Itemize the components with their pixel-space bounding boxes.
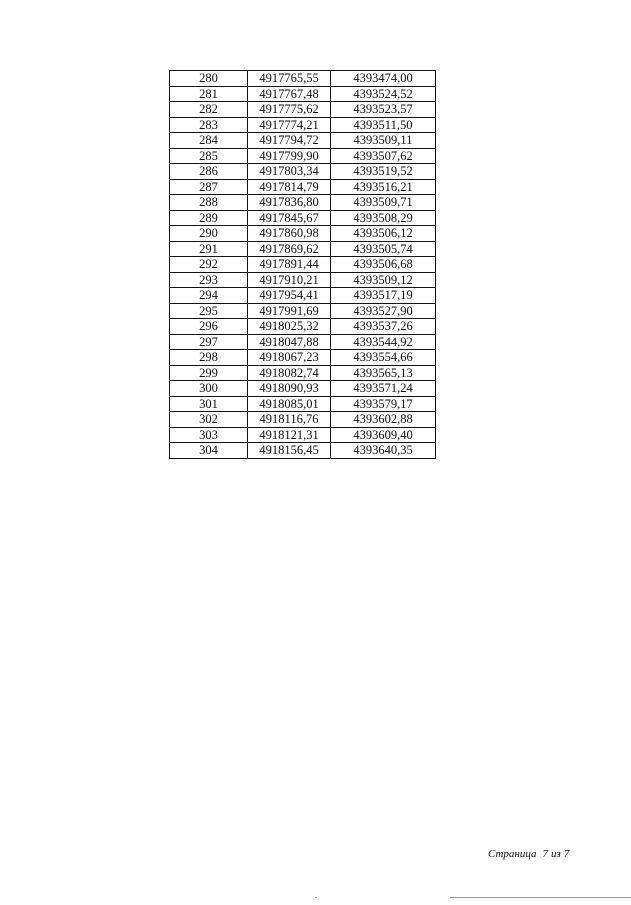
table-row <box>170 303 436 319</box>
point-number-cell: 293 <box>170 272 248 288</box>
x-coordinate-cell: 4918116,76 <box>248 412 331 428</box>
table-row <box>170 210 436 226</box>
x-coordinate-cell: 4917869,62 <box>248 241 331 257</box>
table-row <box>170 148 436 164</box>
table-row <box>170 71 436 87</box>
x-coordinate-cell: 4917910,21 <box>248 272 331 288</box>
table-row <box>170 319 436 335</box>
x-coordinate-cell: 4917803,34 <box>248 164 331 180</box>
page-of-word: из <box>551 848 561 860</box>
y-coordinate-cell: 4393602,88 <box>331 412 436 428</box>
y-coordinate-cell: 4393554,66 <box>331 350 436 366</box>
table-row <box>170 179 436 195</box>
point-number-cell: 292 <box>170 257 248 273</box>
table-row <box>170 427 436 443</box>
y-coordinate-cell: 4393523,57 <box>331 102 436 118</box>
point-number-cell: 301 <box>170 396 248 412</box>
table-row <box>170 381 436 397</box>
point-number-cell: 287 <box>170 179 248 195</box>
point-number-cell: 304 <box>170 443 248 459</box>
y-coordinate-cell: 4393506,68 <box>331 257 436 273</box>
table-row <box>170 226 436 242</box>
x-coordinate-cell: 4917814,79 <box>248 179 331 195</box>
point-number-cell: 302 <box>170 412 248 428</box>
x-coordinate-cell: 4918067,23 <box>248 350 331 366</box>
point-number-cell: 282 <box>170 102 248 118</box>
table-row <box>170 412 436 428</box>
y-coordinate-cell: 4393565,13 <box>331 365 436 381</box>
y-coordinate-cell: 4393508,29 <box>331 210 436 226</box>
page-total: 7 <box>563 848 570 860</box>
y-coordinate-cell: 4393507,62 <box>331 148 436 164</box>
x-coordinate-cell: 4917774,21 <box>248 117 331 133</box>
y-coordinate-cell: 4393511,50 <box>331 117 436 133</box>
y-coordinate-cell: 4393537,26 <box>331 319 436 335</box>
point-number-cell: 290 <box>170 226 248 242</box>
y-coordinate-cell: 4393516,21 <box>331 179 436 195</box>
y-coordinate-cell: 4393571,24 <box>331 381 436 397</box>
x-coordinate-cell: 4917765,55 <box>248 71 331 87</box>
y-coordinate-cell: 4393509,12 <box>331 272 436 288</box>
x-coordinate-cell: 4917954,41 <box>248 288 331 304</box>
table-row <box>170 257 436 273</box>
table-row <box>170 272 436 288</box>
scan-speck <box>315 897 317 898</box>
x-coordinate-cell: 4917794,72 <box>248 133 331 149</box>
y-coordinate-cell: 4393544,92 <box>331 334 436 350</box>
y-coordinate-cell: 4393506,12 <box>331 226 436 242</box>
y-coordinate-cell: 4393509,11 <box>331 133 436 149</box>
point-number-cell: 294 <box>170 288 248 304</box>
y-coordinate-cell: 4393524,52 <box>331 86 436 102</box>
y-coordinate-cell: 4393519,52 <box>331 164 436 180</box>
coordinates-table-body <box>170 71 436 459</box>
x-coordinate-cell: 4918121,31 <box>248 427 331 443</box>
x-coordinate-cell: 4917836,80 <box>248 195 331 211</box>
point-number-cell: 295 <box>170 303 248 319</box>
y-coordinate-cell: 4393517,19 <box>331 288 436 304</box>
table-row <box>170 443 436 459</box>
x-coordinate-cell: 4917775,62 <box>248 102 331 118</box>
x-coordinate-cell: 4918085,01 <box>248 396 331 412</box>
y-coordinate-cell: 4393509,71 <box>331 195 436 211</box>
point-number-cell: 289 <box>170 210 248 226</box>
x-coordinate-cell: 4918047,88 <box>248 334 331 350</box>
point-number-cell: 281 <box>170 86 248 102</box>
x-coordinate-cell: 4917891,44 <box>248 257 331 273</box>
table-row <box>170 365 436 381</box>
x-coordinate-cell: 4917845,67 <box>248 210 331 226</box>
table-row <box>170 350 436 366</box>
x-coordinate-cell: 4918156,45 <box>248 443 331 459</box>
table-row <box>170 334 436 350</box>
coordinates-table <box>169 70 436 459</box>
page-footer <box>488 848 569 860</box>
table-row <box>170 288 436 304</box>
point-number-cell: 298 <box>170 350 248 366</box>
point-number-cell: 283 <box>170 117 248 133</box>
point-number-cell: 285 <box>170 148 248 164</box>
x-coordinate-cell: 4918090,93 <box>248 381 331 397</box>
point-number-cell: 296 <box>170 319 248 335</box>
page-word: Страница <box>488 848 537 860</box>
table-row <box>170 133 436 149</box>
table-row <box>170 117 436 133</box>
point-number-cell: 291 <box>170 241 248 257</box>
table-row <box>170 102 436 118</box>
x-coordinate-cell: 4917767,48 <box>248 86 331 102</box>
y-coordinate-cell: 4393579,17 <box>331 396 436 412</box>
table-row <box>170 396 436 412</box>
point-number-cell: 299 <box>170 365 248 381</box>
point-number-cell: 286 <box>170 164 248 180</box>
x-coordinate-cell: 4917991,69 <box>248 303 331 319</box>
x-coordinate-cell: 4917860,98 <box>248 226 331 242</box>
y-coordinate-cell: 4393609,40 <box>331 427 436 443</box>
point-number-cell: 303 <box>170 427 248 443</box>
y-coordinate-cell: 4393474,00 <box>331 71 436 87</box>
point-number-cell: 297 <box>170 334 248 350</box>
x-coordinate-cell: 4918025,32 <box>248 319 331 335</box>
point-number-cell: 280 <box>170 71 248 87</box>
x-coordinate-cell: 4918082,74 <box>248 365 331 381</box>
table-row <box>170 241 436 257</box>
bottom-edge-line <box>450 897 631 898</box>
y-coordinate-cell: 4393527,90 <box>331 303 436 319</box>
table-row <box>170 195 436 211</box>
point-number-cell: 300 <box>170 381 248 397</box>
point-number-cell: 288 <box>170 195 248 211</box>
y-coordinate-cell: 4393640,35 <box>331 443 436 459</box>
y-coordinate-cell: 4393505,74 <box>331 241 436 257</box>
point-number-cell: 284 <box>170 133 248 149</box>
x-coordinate-cell: 4917799,90 <box>248 148 331 164</box>
table-row <box>170 86 436 102</box>
table-row <box>170 164 436 180</box>
page-current: 7 <box>542 848 549 860</box>
